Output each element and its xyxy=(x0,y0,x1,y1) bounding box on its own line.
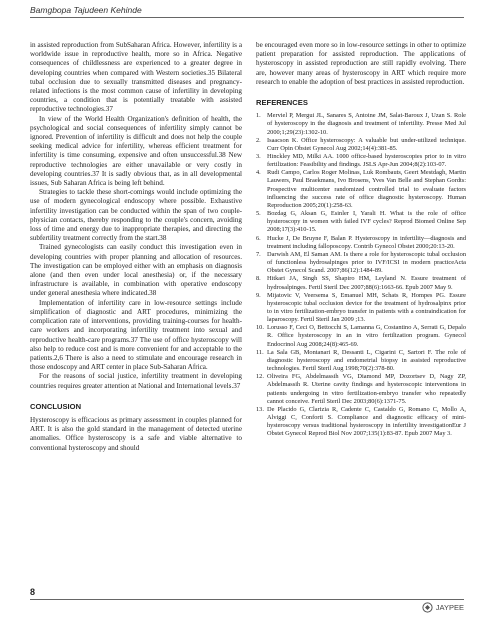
body-paragraph: Trained gynecologists can easily conduct this investigation even in developing countries with proper planning and allocation of resources. The investigation can be employed either with an emphasis on diagnosis alone (and then even under local anesthesia) or, if the necessary infrastructure is available, in combination with operative endoscopy under general anesthesia where indicated.38 xyxy=(30,243,242,298)
reference-text: De Placido G, Clarizia R, Cadente C, Castaldo G, Romano C, Mollo A, Alviggi C, Conforti S. Compliance and diagnostic efficacy of mini-hysteroscopy versus traditional hysteroscopy in infertility investigationEur J Obstet Gynecol Reprod Biol Nov 2007;135(1):83-87. Epub 2007 May 3. xyxy=(267,405,466,438)
reference-number: 5. xyxy=(256,210,261,218)
reference-item xyxy=(256,153,466,169)
page-number: 8 xyxy=(30,587,36,597)
reference-list xyxy=(256,112,466,438)
reference-text: Bozdag G, Aksan G, Esinler I, Yarali H. What is the role of office hysteroscopy in women with failed IVF cycles? Reprod Biomed Online Sep 2008;17(3):410-15. xyxy=(267,210,466,234)
reference-item xyxy=(256,349,466,373)
references-heading: REFERENCES xyxy=(256,98,308,108)
running-header: Bamgbopa Tajudeen Kehinde xyxy=(30,5,142,15)
reference-text: Mijatovic V, Veersema S, Emanuel MH, Schats R, Hompes PG. Essure hysteroscopic tubal occlusion device for the treatment of hydrosalpinx prior to in vitro fertilization-embryo transfer in patients with a contraindication for laparoscopy. Fertil Steril Jan 2009 ;13. xyxy=(267,291,466,324)
reference-text: Hucke J, De Bruyne F, Balan P. Hysteroscopy in infertility—diagnosis and treatment including falloposcopy. Contrib Gynecol Obstet 2000;20:13-20. xyxy=(267,234,466,250)
reference-number: 6. xyxy=(256,234,261,242)
body-paragraph: be encouraged even more so in low-resource settings in other to optimize patient preparation for assisted reproduction. The applications of hysteroscopy in assisted reproduction are still rapidly evolving. There are, however many areas of hysteroscopy in ART which require more research to enable the adoption of best practices in assisted reproduction. xyxy=(256,41,466,86)
reference-text: Darwish AM, El Saman AM. Is there a role for hysteroscopic tubal occlusion of functionless hydrosalpinges prior to IVF/ICSI in modern practiceActa Obstet Gynecol Scand. 2007;86(12):1484-89. xyxy=(267,250,466,275)
left-column xyxy=(30,41,242,453)
footer-rule xyxy=(30,599,464,600)
reference-text: Rudi Campo, Carlos Roger Molinas, Luk Rombauts, Geert Mestdagh, Martin Lauwers, Paul Braekmans, Ivo Brosens, Yves Van Belle and Stephan Gordts: Prospective multicenter randomized controlled trial to evaluate factors influencing the success rate of office diagnostic hysteroscopy. Human Reproduction 2005;20(1):258-63. xyxy=(267,169,466,209)
reference-item xyxy=(256,251,466,275)
reference-number: 13. xyxy=(256,405,264,413)
reference-item xyxy=(256,235,466,251)
reference-number: 11. xyxy=(256,348,264,356)
reference-text: Hitkari JA, Singh SS, Shapiro HM, Leyland N. Essure treatment of hydrosalpinges. Fertil Steril Dec 2007;88(6):1663-66. Epub 2007 May 9. xyxy=(267,275,466,291)
reference-text: Lorusso F, Ceci O, Bettocchi S, Lamanna G, Costantino A, Serrati G, Depalo R. Office hysteroscopy in an in vitro fertilization program. Gynecol Endocrinol Aug 2008;24(8):465-69. xyxy=(267,324,466,348)
reference-item xyxy=(256,406,466,439)
publisher-name: JAYPEE xyxy=(435,603,464,612)
header-rule xyxy=(30,17,464,18)
reference-text: Isaacson K. Office hysteroscopy: A valuable but under-utilized technique. Curr Opin Obstet Gynecol Aug 2002;14(4):381-85. xyxy=(267,136,466,152)
reference-item xyxy=(256,210,466,234)
body-paragraph: Implementation of infertility care in low-resource settings include simplification of diagnostic and ART procedures, minimizing the complication rate of interventions, providing training-courses for health-care workers and incorporating infertility treatment into sexual and reproductive health-care programs.37 The use of office hysteroscopy will also help to reduce cost and is more convenient for and acceptable to the patients.2,6 There is also a need to stimulate and encourage research in those endoscopy and ART center in place Sub-Saharan Africa. xyxy=(30,298,242,372)
reference-number: 1. xyxy=(256,112,261,120)
reference-item xyxy=(256,292,466,325)
body-paragraph: For the reasons of social justice, infertility treatment in developing countries requires greater attention at National and International levels.37 xyxy=(30,372,242,390)
right-column xyxy=(256,41,466,438)
reference-item xyxy=(256,169,466,210)
reference-item xyxy=(256,275,466,291)
reference-number: 9. xyxy=(256,291,261,299)
reference-number: 10. xyxy=(256,324,264,332)
reference-number: 4. xyxy=(256,169,261,177)
reference-text: Merviel P, Mergui JL, Sanares S, Antoine JM, Salat-Baroux J, Uzan S. Role of hysteroscopy in the diagnosis and treatment of infertility. Presse Med Jul 2000;1;29(23):1302-10. xyxy=(267,112,466,136)
publisher-logo xyxy=(422,602,464,613)
reference-text: Hinckley MD, Milki AA. 1000 office-based hysteroscopies prior to in vitro fertilization: Feasibility and findings. JSLS Apr-Jun 2004;8(2):103-07. xyxy=(267,153,466,169)
reference-item xyxy=(256,137,466,153)
conclusion-heading: CONCLUSION xyxy=(30,401,82,411)
reference-number: 7. xyxy=(256,250,261,258)
reference-item xyxy=(256,373,466,406)
reference-number: 12. xyxy=(256,373,264,381)
body-paragraph: In view of the World Health Organization's definition of health, the psychological and social consequences of infertility simply cannot be ignored. Prevention of infertility is difficult and does not help the couple seeking medical advice for infertility, whereas efficient treatment for infertility is time consuming, expensive and often unsuccessful.38 New reproductive technologies are either unavailable or very costly in developing countries.37 It is sadly obvious that, as in all developmental issues, Sub Saharan Africa is being left behind. xyxy=(30,114,242,188)
reference-item xyxy=(256,324,466,348)
reference-number: 8. xyxy=(256,275,261,283)
conclusion-paragraph: Hysteroscopy is efficacious as primary assessment in couples planned for ART. It is also the gold standard in the management of detected uterine anomalies. Office hysteroscopy is a safe and viable alternative to conventional hysteroscopy and should xyxy=(30,415,242,452)
reference-text: Oliveira FG, Abdelmassih VG, Diamond MP, Dozortsev D, Nagy ZP, Abdelmassih R. Uterine cavity findings and hysteroscopic interventions in patients undergoing in vitro fertilization-embryo transfer who repeatedly cannot conceive. Fertil Steril Dec 2003;80(6):1371-75. xyxy=(267,373,466,405)
body-paragraph: in assisted reproduction from SubSaharan Africa. However, infertility is a worldwide issue in reproductive health, more so in Africa. Negative consequences of childlessness are experienced to a greater degree in developing countries when compared with Western societies.35 Bilateral tubal occlusion due to sexually transmitted diseases and pregnancy-related infections is the most common cause of infertility in developing countries, a condition that is potentially treatable with assisted reproductive technologies.37 xyxy=(30,41,242,114)
reference-number: 3. xyxy=(256,153,261,160)
reference-text: La Sala GB, Montanari R, Dessanti L, Cigarini C, Sartori F. The role of diagnostic hysteroscopy and endometrial biopsy in assisted reproductive technologies. Fertil Steril Aug 1998;70(2):378-80. xyxy=(267,348,466,373)
reference-number: 2. xyxy=(256,136,261,144)
reference-item xyxy=(256,112,466,136)
publisher-mark-icon xyxy=(422,602,433,613)
body-paragraph: Strategies to tackle these short-comings would include optimizing the use of modern gynecological endoscopy where possible. Exhaustive infertility investigation can be conducted within the span of two couple-physician contacts, thereby responding to the couple's concern, avoiding loss of time and energy due to inappropriate therapies, and directing the subfertility treatment correctly from the start.38 xyxy=(30,188,242,243)
